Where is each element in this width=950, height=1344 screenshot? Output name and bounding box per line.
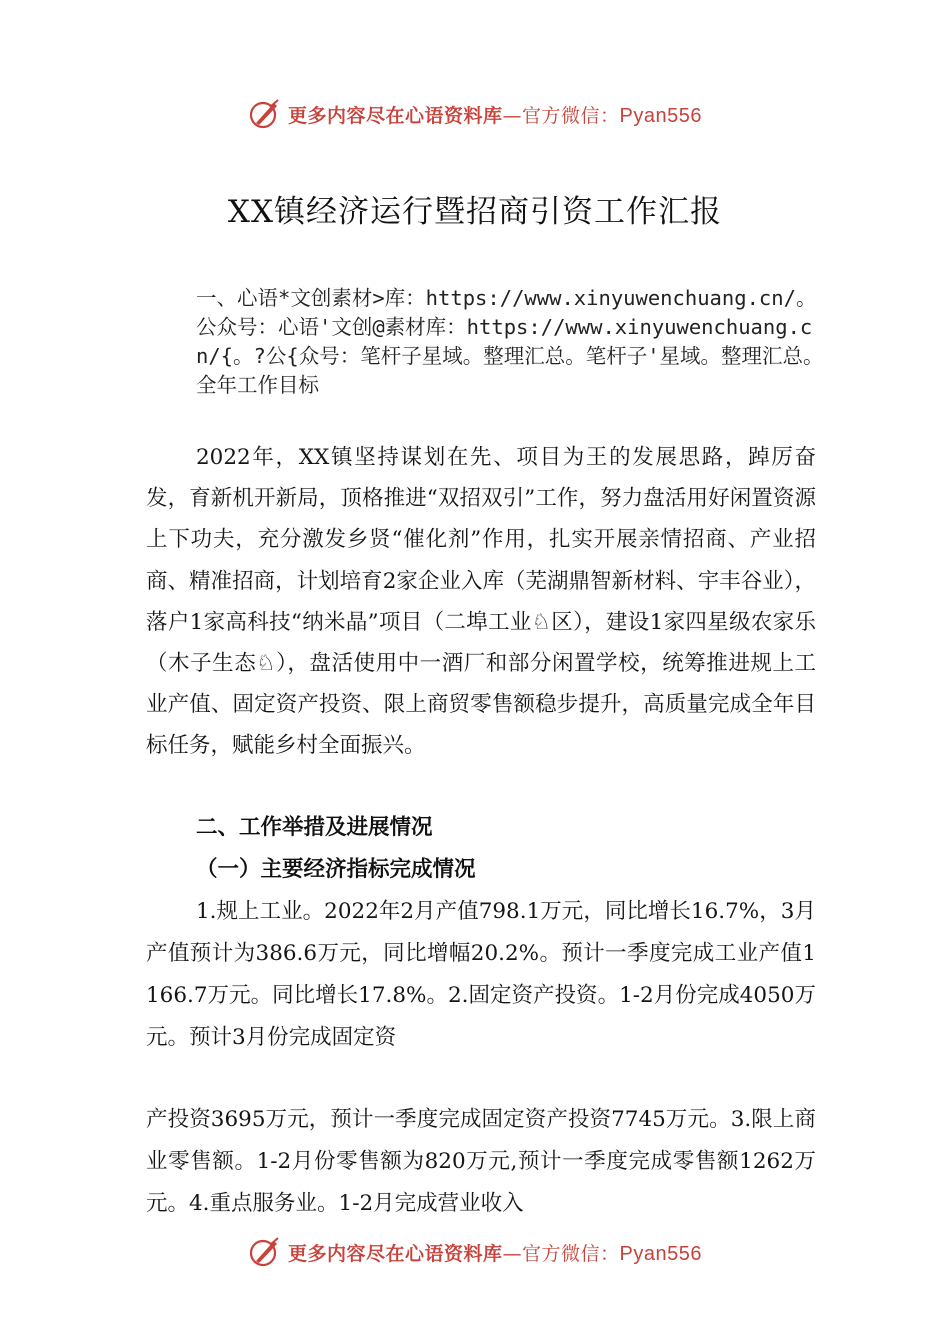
quill-pen-logo-icon — [248, 97, 282, 131]
footer-watermark-banner — [0, 1232, 950, 1272]
section-one-heading: 一、心语*文创素材>库：https://www.xinyuwenchuang.cn/。公众号：心语'文创@素材库：https://www.xinyuwenchuang.cn/{。?公{众号：笔杆子星域。整理汇总。笔杆子'星域。整理汇总。全年工作目标 — [196, 286, 824, 397]
quill-pen-logo-icon — [248, 1235, 282, 1269]
subsection-heading: （一）主要经济指标完成情况 — [196, 857, 476, 882]
document-title: XX镇经济运行暨招商引资工作汇报 — [227, 194, 723, 230]
economic-indicators-paragraph: 1.规上工业。2022年2月产值798.1万元，同比增长16.7%，3月产值预计为386.6万元，同比增幅20.2%。预计一季度完成工业产值1166.7万元。同比增长17.8%。2.固定资产投资。1-2月份完成4050万元。预计3月份完成固定资 — [146, 899, 816, 1050]
investment-paragraph: 产投资3695万元，预计一季度完成固定资产投资7745万元。3.限上商业零售额。1-2月份零售额为820万元,预计一季度完成零售额1262万元。4.重点服务业。1-2月完成营业收入 — [146, 1107, 816, 1216]
section-two-heading: 二、工作举措及进展情况 — [196, 815, 433, 840]
intro-paragraph: 2022年，XX镇坚持谋划在先、项目为王的发展思路，踔厉奋发，育新机开新局，顶格推进“双招双引”工作，努力盘活用好闲置资源上下功夫，充分激发乡贤“催化剂”作用，扎实开展亲情招商、产业招商、精准招商，计划培育2家企业入库（芜湖鼎智新材料、宇丰谷业），落户1家高科技“纳米晶”项目（二埠工业♘区），建设1家四星级农家乐（木子生态♘），盘活使用中一酒厂和部分闲置学校，统筹推进规上工业产值、固定资产投资、限上商贸零售额稳步提升，高质量完成全年目标任务，赋能乡村全面振兴。 — [146, 445, 816, 759]
watermark-text: 更多内容尽在心语资料库—官方微信：Pyan556 — [288, 1242, 702, 1265]
watermark-text: 更多内容尽在心语资料库—官方微信：Pyan556 — [288, 104, 702, 127]
header-watermark-banner — [0, 94, 950, 134]
